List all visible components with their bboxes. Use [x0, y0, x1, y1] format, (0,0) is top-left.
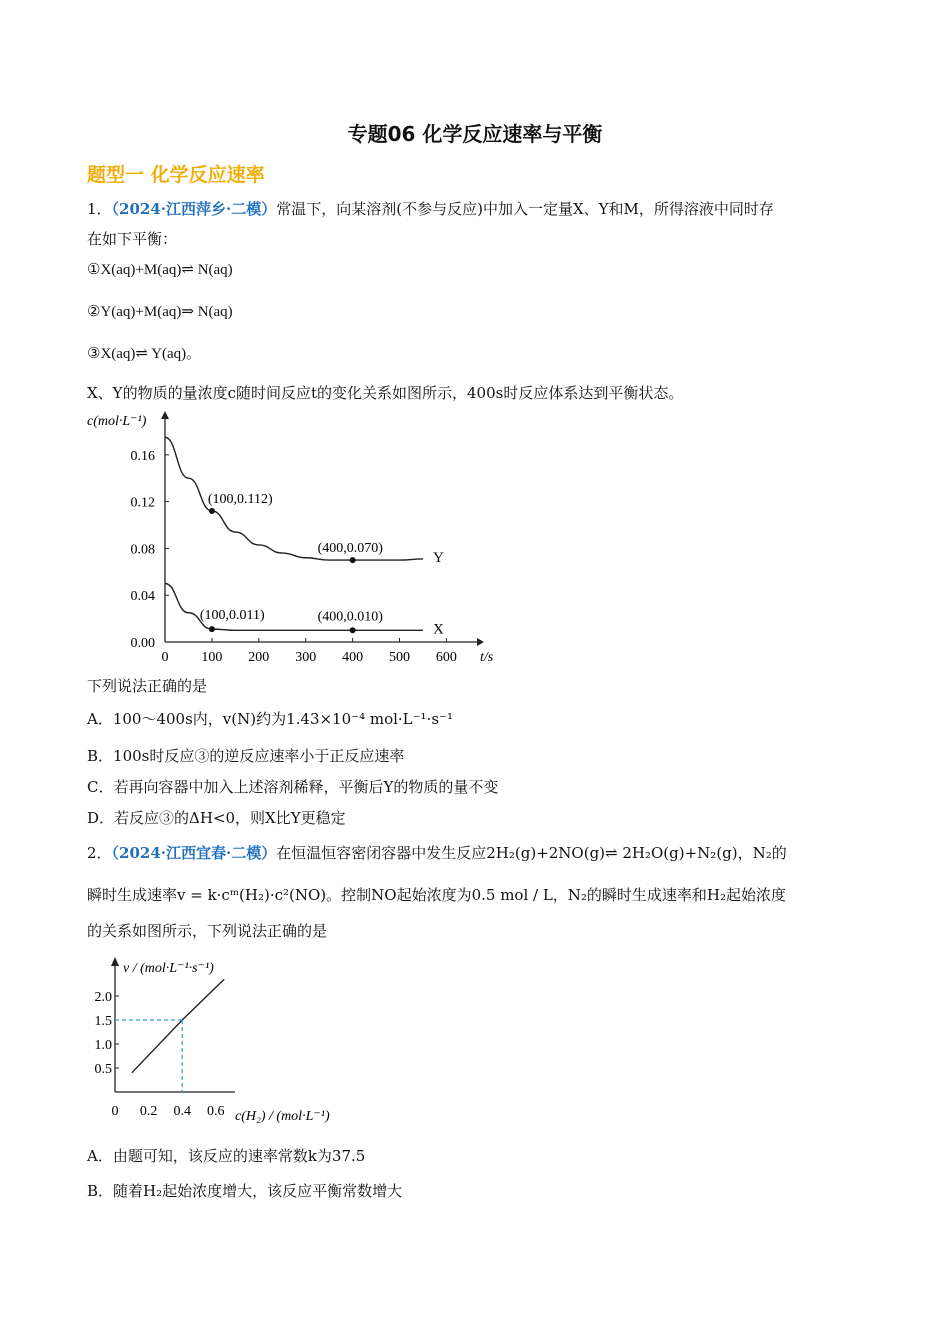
chart1-point-annotation: (100,0.112) [207, 491, 273, 507]
q2-option-b[interactable]: B．随着H₂起始浓度增大，该反应平衡常数增大 [87, 1182, 403, 1200]
chart1-y-arrow [161, 411, 169, 419]
chart2-xtick-label: 0.2 [139, 1104, 158, 1119]
chart2-xlabel: c(H₂) / (mol·L⁻¹) [235, 1109, 330, 1124]
section-heading: 题型一 化学反应速率 [87, 164, 265, 186]
chart1-point-annotation: (400,0.010) [317, 609, 383, 625]
chart1-ytick-label: 0.08 [130, 542, 155, 558]
chart1-series-label-Y: Y [432, 549, 444, 566]
chart1-xtick-label: 100 [201, 650, 223, 665]
q1-number: 1． [87, 200, 112, 218]
chart1-x-arrow [477, 638, 484, 646]
chart1-series-Y [165, 437, 423, 560]
chart2-y-arrow [111, 957, 119, 966]
chart1-ytick-label: 0.16 [130, 448, 155, 464]
q1-stem: 常温下，向某溶剂(不参与反应)中加入一定量X、Y和M，所得溶液中同时存 [276, 200, 774, 218]
chart1-xtick-label: 0 [161, 650, 169, 665]
chart2-ylabel: v / (mol·L⁻¹·s⁻¹) [123, 961, 214, 976]
chart1-data-point [350, 557, 356, 563]
q1-option-d[interactable]: D．若反应③的ΔH<0，则X比Y更稳定 [87, 809, 346, 827]
concentration-time-chart [85, 405, 505, 670]
q1-option-c[interactable]: C．若再向容器中加入上述溶剂稀释，平衡后Y的物质的量不变 [87, 778, 499, 796]
q2-stem: 在恒温恒容密闭容器中发生反应2H₂(g)+2NO(g)⇌ 2H₂O(g)+N₂(g)，N₂的 [276, 844, 787, 862]
chart1-ytick-label: 0.00 [130, 636, 155, 651]
q2-option-a[interactable]: A．由题可知，该反应的速率常数k为37.5 [87, 1147, 366, 1165]
q1-equation-1: ①X(aq)+M(aq)⇌ N(aq) [87, 262, 233, 278]
chart2-rate-line [132, 979, 224, 1073]
chart1-xtick-label: 300 [295, 650, 317, 665]
chart1-series-X [165, 584, 423, 631]
q1-question: 下列说法正确的是 [87, 677, 208, 695]
chart1-data-point [209, 626, 215, 632]
chart2-xtick-label: 0.6 [207, 1104, 225, 1119]
chart1-xtick-label: 400 [342, 650, 364, 665]
rate-concentration-chart [85, 952, 385, 1132]
chart1-xtick-label: 500 [389, 650, 410, 665]
q1-stem-line1 [87, 199, 774, 219]
chart2-xtick-label: 0 [111, 1104, 119, 1119]
chart1-ytick-label: 0.04 [130, 589, 155, 605]
chart2-ytick-label: 2.0 [94, 990, 112, 1005]
chart1-point-annotation: (400,0.070) [317, 541, 383, 557]
chart1-xlabel: t/s [480, 650, 494, 665]
chart1-point-annotation: (100,0.011) [199, 608, 265, 624]
chart1-xtick-label: 200 [248, 650, 270, 665]
q1-option-a[interactable]: A．100～400s内，v(N)约为1.43×10⁻⁴ mol·L⁻¹·s⁻¹ [87, 710, 453, 728]
page-title: 专题06 化学反应速率与平衡 [347, 122, 603, 146]
chart1-ylabel: c(mol·L⁻¹) [87, 414, 147, 429]
q1-equation-2: ②Y(aq)+M(aq)⇒ N(aq) [87, 304, 233, 320]
q1-description: X、Y的物质的量浓度c随时间反应t的变化关系如图所示，400s时反应体系达到平衡状态。 [87, 384, 684, 402]
chart2-ytick-label: 1.5 [94, 1014, 112, 1029]
chart1-series-label-X: X [432, 621, 444, 638]
chart1-data-point [350, 627, 356, 633]
chart1-data-point [209, 508, 215, 514]
q1-equation-3: ③X(aq)⇌ Y(aq)。 [87, 346, 202, 362]
q2-stem-line3: 的关系如图所示，下列说法正确的是 [87, 922, 328, 940]
q1-stem-line2: 在如下平衡： [87, 230, 178, 248]
chart1-xtick-label: 600 [435, 650, 457, 665]
q2-source: （2024·江西宜春·二模） [111, 844, 277, 862]
q1-source: （2024·江西萍乡·二模） [111, 200, 277, 218]
q2-stem-line1 [87, 843, 787, 863]
q2-stem-line2: 瞬时生成速率v = k·cᵐ(H₂)·c²(NO)。控制NO起始浓度为0.5 mol / L，N₂的瞬时生成速率和H₂起始浓度 [87, 886, 787, 904]
chart1-ytick-label: 0.12 [130, 495, 155, 511]
chart2-ytick-label: 0.5 [94, 1062, 112, 1077]
q2-number: 2． [87, 844, 112, 862]
chart2-ytick-label: 1.0 [94, 1038, 112, 1053]
q1-option-b[interactable]: B．100s时反应③的逆反应速率小于正反应速率 [87, 747, 405, 765]
chart2-xtick-label: 0.4 [173, 1104, 191, 1119]
